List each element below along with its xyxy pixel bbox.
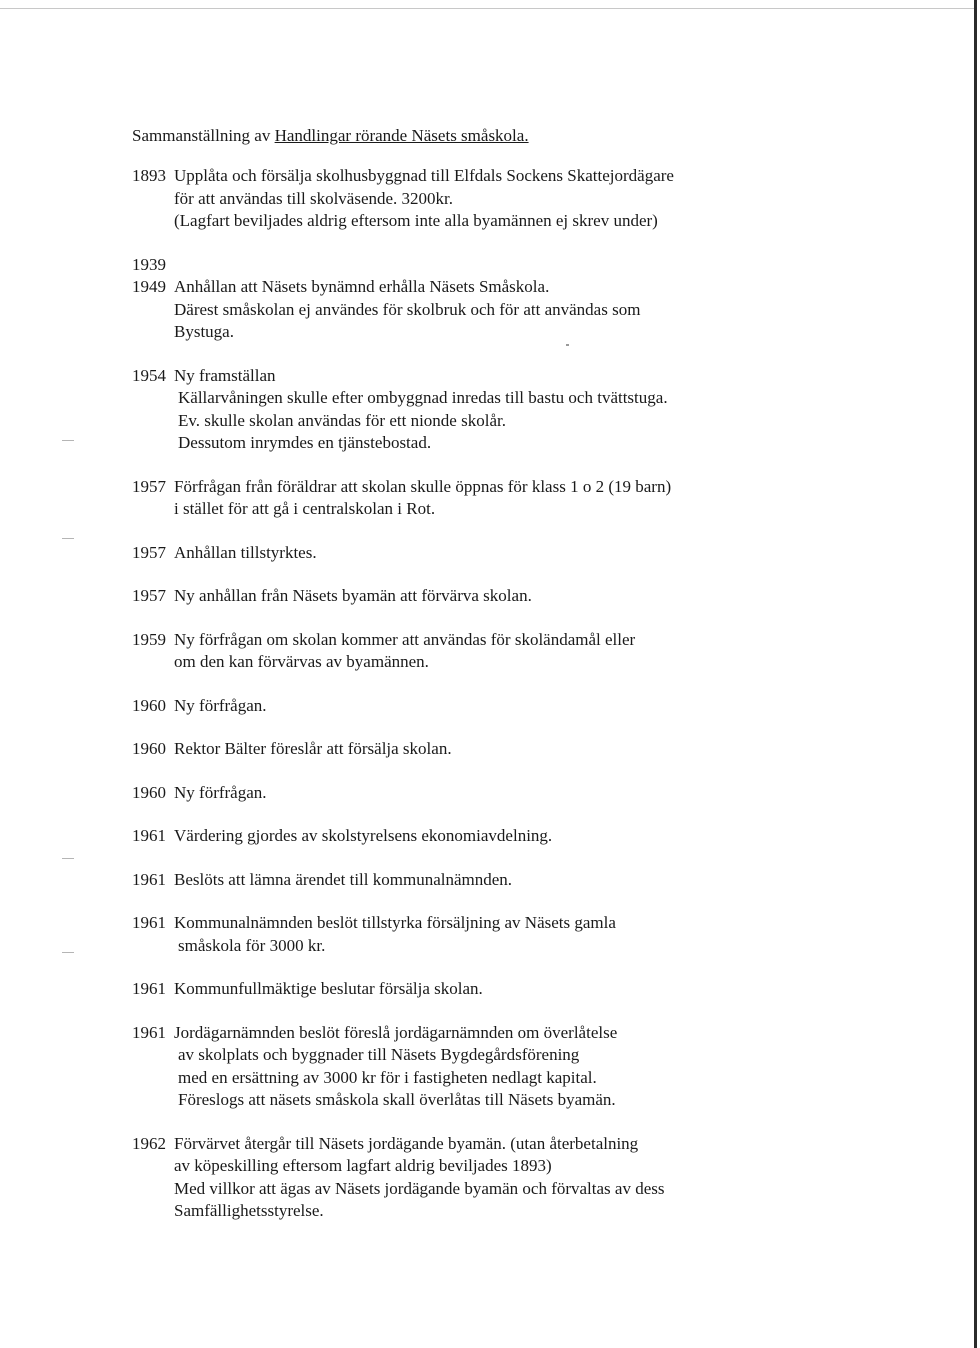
entry-first-line (132, 629, 932, 652)
entry-text: Ny anhållan från Näsets byamän att förvärva skolan. (174, 586, 532, 605)
entry (132, 629, 932, 674)
entry-continuation-line: Därest småskolan ej användes för skolbruk och för att användas som (174, 299, 641, 319)
entry-first-line (132, 585, 932, 608)
entry-first-line (132, 695, 932, 718)
entry-first-line (132, 476, 932, 499)
entry-year: 1961 (132, 1022, 166, 1042)
entry-text: Ny förfrågan. (174, 695, 267, 715)
entry-year: 1961 (132, 826, 166, 845)
entry-first-line (132, 1133, 932, 1156)
entry-year: 1960 (132, 782, 166, 802)
entry-year: 1949 (132, 277, 166, 296)
scan-mark (62, 952, 74, 953)
entry-continuation-line: Källarvåningen skulle efter ombyggnad inredas till bastu och tvättstuga. (178, 388, 668, 407)
entry (132, 738, 932, 761)
entry-first-line (132, 542, 932, 565)
entry-year: 1961 (132, 913, 166, 932)
entry-text: Ny förfrågan. (174, 782, 267, 802)
entry (132, 276, 932, 344)
entry-year: 1957 (132, 476, 166, 496)
entry-year: 1957 (132, 586, 166, 605)
entry (132, 542, 932, 565)
entry-text: Förfrågan från föräldrar att skolan skulle öppnas för klass 1 o 2 (19 barn) (174, 476, 672, 496)
entry (132, 476, 932, 521)
entry-continuation-line: småskola för 3000 kr. (178, 935, 326, 955)
entry-first-line (132, 365, 932, 388)
title-underlined: Handlingar rörande Näsets småskola. (274, 126, 529, 145)
entry-year: 1939 (132, 254, 166, 274)
entry (132, 365, 932, 455)
entry (132, 782, 932, 805)
entry (132, 912, 932, 957)
entry-first-line (132, 165, 932, 188)
entry (132, 869, 932, 892)
entry-first-line (132, 738, 932, 761)
entry-text: Värdering gjordes av skolstyrelsens ekonomiavdelning. (174, 826, 553, 845)
entry (132, 254, 932, 277)
entry-continuation-line: för att användas till skolväsende. 3200kr. (174, 188, 454, 208)
title-prefix: Sammanställning av (132, 126, 271, 145)
entry-first-line (132, 782, 932, 805)
entry-continuation-line: av skolplats och byggnader till Näsets Bygdegårdsförening (178, 1045, 580, 1064)
scan-right-edge (974, 0, 977, 1348)
entry (132, 695, 932, 718)
entry-continuation-line: i stället för att gå i centralskolan i Rot. (174, 499, 436, 518)
entry-year: 1961 (132, 979, 166, 998)
scan-mark (62, 858, 74, 859)
entry-continuation-line: Samfällighetsstyrelse. (174, 1201, 324, 1220)
entry-text: Ny förfrågan om skolan kommer att användas för skoländamål eller (174, 629, 636, 649)
entry-text: Upplåta och försälja skolhusbyggnad till Elfdals Sockens Skattejordägare (174, 166, 674, 185)
document-page (132, 124, 932, 1244)
entry-year: 1893 (132, 166, 166, 185)
entry-first-line (132, 254, 932, 277)
entry-text: Ny framställan (174, 365, 276, 385)
entry-continuation-line: Föreslogs att näsets småskola skall överlåtas till Näsets byamän. (178, 1090, 616, 1109)
entry-year: 1961 (132, 869, 166, 889)
entry-continuation-line: (Lagfart beviljades aldrig eftersom inte alla byamännen ej skrev under) (174, 211, 658, 230)
entry-text: Kommunalnämnden beslöt tillstyrka försäljning av Näsets gamla (174, 913, 616, 932)
entry-text: Rektor Bälter föreslår att försälja skolan. (174, 739, 452, 758)
entry-first-line (132, 978, 932, 1001)
entry (132, 1022, 932, 1112)
document-title (132, 124, 932, 148)
entry (132, 825, 932, 848)
scan-top-edge (0, 8, 975, 9)
entry-continuation-line: med en ersättning av 3000 kr för i fastigheten nedlagt kapital. (178, 1067, 597, 1087)
entry-first-line (132, 276, 932, 299)
entry-year: 1957 (132, 542, 166, 562)
entry-first-line (132, 1022, 932, 1045)
entry-text: Beslöts att lämna ärendet till kommunalnämnden. (174, 869, 513, 889)
entry-text: Anhållan att Näsets bynämnd erhålla Näsets Småskola. (174, 277, 550, 296)
entry (132, 1133, 932, 1223)
entry-first-line (132, 869, 932, 892)
entry (132, 978, 932, 1001)
entry-continuation-line: Dessutom inrymdes en tjänstebostad. (178, 433, 432, 452)
entry-continuation-line: Bystuga. (174, 322, 234, 341)
entry-continuation-line: Ev. skulle skolan användas för ett nionde skolår. (178, 410, 506, 430)
entry-text: Jordägarnämnden beslöt föreslå jordägarnämnden om överlåtelse (174, 1022, 618, 1042)
entry-continuation-line: Med villkor att ägas av Näsets jordägande byamän och förvaltas av dess (174, 1178, 665, 1198)
entry (132, 585, 932, 608)
entry-year: 1960 (132, 739, 166, 758)
entry-first-line (132, 912, 932, 935)
entry-year: 1960 (132, 695, 166, 715)
scan-mark (62, 538, 74, 539)
entry-text: Kommunfullmäktige beslutar försälja skolan. (174, 979, 483, 998)
entry-first-line (132, 825, 932, 848)
entry-text: Förvärvet återgår till Näsets jordägande byamän. (utan återbetalning (174, 1133, 639, 1153)
entry (132, 165, 932, 233)
entry-list (132, 165, 932, 1223)
entry-year: 1962 (132, 1133, 166, 1153)
entry-year: 1959 (132, 629, 166, 649)
entry-continuation-line: av köpeskilling eftersom lagfart aldrig beviljades 1893) (174, 1156, 552, 1175)
entry-year: 1954 (132, 365, 166, 385)
entry-text: Anhållan tillstyrktes. (174, 542, 317, 562)
scan-mark (62, 440, 74, 441)
entry-continuation-line: om den kan förvärvas av byamännen. (174, 652, 429, 671)
